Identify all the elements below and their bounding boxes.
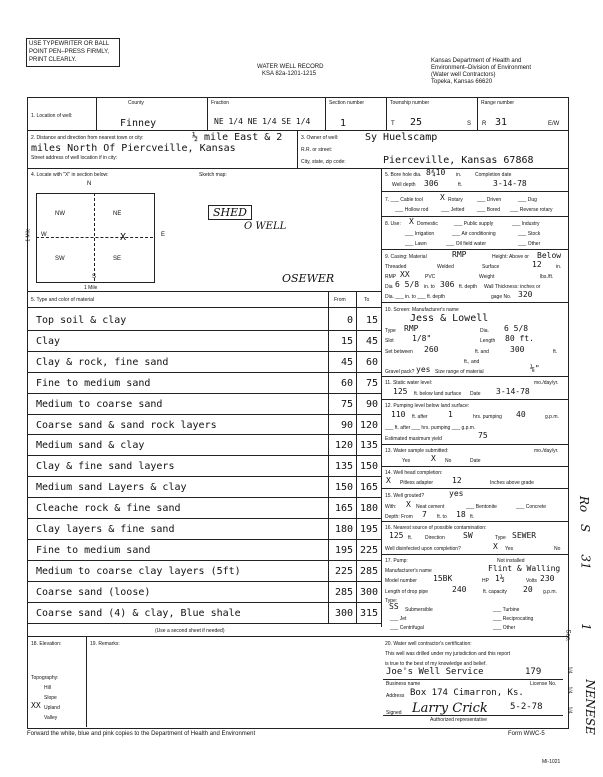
casing-gage-label: gage No. <box>491 294 512 300</box>
margin-note-5: NENESE <box>582 679 597 735</box>
pump-mfr-label: Manufacturer's name <box>385 568 432 574</box>
distance-value-1: ½ mile East & 2 <box>192 132 283 143</box>
ksa: KSA 82a-1201-1215 <box>262 71 317 77</box>
section-label: Section number <box>329 100 365 106</box>
pump-model: 15BK <box>433 574 453 583</box>
head-inches: 12 <box>452 476 462 485</box>
screen-ftand: ft., and <box>464 359 480 365</box>
material-row-to: 60 <box>365 356 378 368</box>
material-row-from: 150 <box>334 482 353 494</box>
grout-label: 15. Well grouted? <box>385 493 425 499</box>
grout-concrete: ___ Concrete <box>516 504 547 510</box>
material-row-divider <box>27 539 381 540</box>
cert-signature: Larry Crick <box>412 701 488 716</box>
completion-date: 3-14-78 <box>493 179 527 188</box>
pumping-ft1: 110 <box>391 410 406 419</box>
material-row-divider <box>27 560 381 561</box>
static-level: 125 <box>393 387 408 396</box>
material-row-name: Coarse sand (4) & clay, Blue shale <box>36 607 241 619</box>
city-value: Pierceville, Kansas 67868 <box>383 155 534 166</box>
material-row-divider <box>27 351 381 352</box>
head-pitless: Pitless adapter <box>400 480 434 486</box>
notice-line-3: PRINT CLEARLY. <box>29 57 77 63</box>
well-depth: 306 <box>424 179 439 188</box>
screen-dia: 6 5/8 <box>504 324 529 333</box>
section-x-mark: X <box>120 232 127 243</box>
topography-label: Topography: <box>31 675 59 681</box>
material-row-name: Top soil & clay <box>36 315 127 326</box>
casing-label: 9. Casing: Material <box>385 254 427 260</box>
material-row-name: Clay & rock, fine sand <box>36 356 169 368</box>
use-domestic: Domestic <box>417 221 438 227</box>
quadrant-se: SE <box>113 256 122 262</box>
material-row-name: Medium sand Layers & clay <box>36 482 187 494</box>
agency-1: Kansas Department of Health and <box>431 58 522 64</box>
authorized-label: Authorized representative <box>430 717 487 723</box>
pump-reciprocating: ___ Reciprocating <box>493 616 534 622</box>
range-value: 31 <box>495 117 508 128</box>
range-prefix: R <box>482 121 487 127</box>
head-above: Inches above grade <box>490 480 534 486</box>
township-value: 25 <box>410 117 423 128</box>
contam-direction: SW <box>463 531 473 540</box>
pump-ss: SS <box>389 602 399 611</box>
compass-e: E <box>161 232 166 238</box>
drill-label: 7. ___ Cable tool <box>385 197 423 203</box>
margin-fraction-2: 1/4 <box>566 686 573 694</box>
material-row-divider <box>27 393 381 394</box>
casing-pvc: PVC <box>425 274 436 280</box>
material-row-divider <box>27 414 381 415</box>
township-suffix: S <box>467 121 472 127</box>
drill-bored: ___ Bored <box>477 207 501 213</box>
margin-fraction-3: 1/4 <box>566 706 573 714</box>
compass-s: S <box>92 274 97 280</box>
range-suffix: E/W <box>548 121 560 127</box>
material-row-name: Cleache rock & fine sand <box>36 503 181 515</box>
material-row-from: 15 <box>340 335 353 347</box>
material-row-to: 45 <box>365 335 378 347</box>
footer-form: Form WWC-5 <box>508 731 545 737</box>
contam-type-label: Type <box>495 535 506 541</box>
grout-to-label: ft. to <box>437 514 447 520</box>
address-label: Address <box>386 693 405 699</box>
contam-label: 16. Nearest source of possible contamination: <box>385 525 487 531</box>
fraction-label: Fraction <box>211 100 230 106</box>
screen-slot: 1/8" <box>412 334 432 343</box>
footer-forward: Forward the white, blue and pink copies to the Department of Health and Environment <box>27 731 256 737</box>
material-row-to: 165 <box>359 482 378 494</box>
quadrant-nw: NW <box>55 211 65 217</box>
material-row-divider <box>27 330 381 331</box>
size-label: Size range of material <box>435 369 484 375</box>
from-label: From <box>334 297 346 303</box>
static-label: 11. Static water level: <box>385 380 433 386</box>
completion-label: Completion date <box>475 172 512 178</box>
material-row-from: 120 <box>334 440 353 452</box>
pumping-line2: ___ ft. after ___ hrs. pumping ___ g.p.m. <box>385 425 476 431</box>
material-row-from: 165 <box>334 503 353 515</box>
drill-dug: ___ Dug <box>518 197 537 203</box>
contam-type: SEWER <box>512 531 537 540</box>
margin-note-2: S <box>578 523 593 533</box>
casing-gage: 320 <box>518 290 533 299</box>
topo-upland-mark: XX <box>31 701 41 710</box>
material-row-to: 195 <box>359 524 378 535</box>
pumping-hrs1: 1 <box>448 410 453 419</box>
disinfect-label: Well disinfected upon completion? <box>385 546 461 552</box>
pump-capacity: 20 <box>523 585 533 594</box>
location-label: 1. Location of well: <box>31 113 73 119</box>
margin-fraction-1: 1/4 <box>566 666 573 674</box>
sample-unit: mo./day/yr. <box>534 448 559 454</box>
topo-hill: Hill <box>44 685 51 691</box>
pump-centrifugal: ___ Centrifugal <box>390 625 424 631</box>
head-label: 14. Well head completion: <box>385 470 443 476</box>
bore-unit: in. <box>456 172 462 178</box>
material-row-divider <box>27 602 381 603</box>
material-row-from: 135 <box>334 461 353 473</box>
drill-mark: X <box>440 193 445 202</box>
city-label: City, state, zip code: <box>301 159 346 165</box>
material-row-divider <box>27 476 381 477</box>
material-row-divider <box>27 372 381 373</box>
pump-mfr: Flint & Walling <box>488 564 561 573</box>
grout-ft: ft. <box>470 514 475 520</box>
use-other: ___ Other <box>518 241 541 247</box>
material-row-from: 225 <box>334 565 353 577</box>
use-industry: ___ Industry <box>512 221 540 227</box>
material-row-to: 90 <box>365 398 378 410</box>
casing-dia2: Dia. ___ in. to ___ ft. depth <box>385 294 446 300</box>
disinfect-yes: Yes <box>505 546 514 552</box>
static-unit: mo./day/yr. <box>534 380 559 386</box>
material-row-divider <box>27 455 381 456</box>
use-mark: X <box>409 217 414 226</box>
material-row-to: 120 <box>359 419 378 431</box>
casing-height-mark: Below <box>537 251 562 260</box>
drill-jetted: ___ Jetted <box>441 207 465 213</box>
material-row-divider <box>27 518 381 519</box>
screen-set-to: 300 <box>510 345 525 354</box>
use-stock: ___ Stock <box>518 231 541 237</box>
grout-depth-label: Depth: From <box>385 514 413 520</box>
pump-model-label: Model number <box>385 578 417 584</box>
material-row-name: Coarse sand & sand rock layers <box>36 419 217 431</box>
contam-direction-label: Direction <box>425 535 445 541</box>
screen-set-label: Set between <box>385 349 413 355</box>
casing-wall: Wall Thickness: inches or <box>484 284 541 290</box>
material-row-name: Medium to coarse sand <box>36 398 163 410</box>
county-value: Finney <box>120 118 157 129</box>
footer-code: MI-1021 <box>542 759 561 765</box>
well-depth-label: Well depth <box>392 182 416 188</box>
pump-not-installed: Not installed <box>497 558 525 564</box>
compass-w: W <box>41 232 47 238</box>
cert-address: Box 174 Cimarron, Ks. <box>410 688 524 698</box>
screen-set-from: 260 <box>424 345 439 354</box>
material-row-to: 315 <box>359 607 378 619</box>
casing-dia-label: Dia <box>385 284 393 290</box>
sketch-shed: SHED <box>208 205 252 220</box>
casing-threaded: Threaded <box>385 264 407 270</box>
casing-material: RMP <box>452 250 467 259</box>
casing-rmp-mark: XX <box>400 270 410 279</box>
material-row-name: Clay <box>36 335 61 347</box>
material-row-from: 90 <box>340 419 353 431</box>
screen-set-and: ft. and <box>475 349 489 355</box>
material-row-divider <box>27 434 381 435</box>
cert-line-2: is true to the best of my knowledge and belief. <box>385 661 487 667</box>
pump-hp: 1½ <box>495 574 505 583</box>
material-row-name: Medium sand & clay <box>36 440 145 452</box>
material-row-name: Clay & fine sand layers <box>36 461 175 473</box>
section-value: 1 <box>340 118 347 129</box>
use-air: ___ Air conditioning <box>452 231 496 237</box>
screen-set-ft: ft. <box>553 349 558 355</box>
screen-type-label: Type <box>385 328 396 334</box>
max-yield-label: Estimated maximum yield <box>385 436 442 442</box>
use-label: 8. Use: <box>385 221 401 227</box>
material-label: 5. Type and color of material <box>31 297 94 303</box>
material-row-to: 135 <box>359 440 378 452</box>
grout-to: 18 <box>456 510 466 519</box>
bore-dia: 8¾10 <box>426 168 446 177</box>
material-row-from: 180 <box>334 524 353 535</box>
township-label: Township number <box>390 100 430 106</box>
notice-line-2: POINT PEN–PRESS FIRMLY, <box>29 49 110 55</box>
material-row-name: Clay layers & fine sand <box>36 524 175 535</box>
gravel-label: Gravel pack? <box>385 369 415 375</box>
material-row-from: 60 <box>340 377 353 389</box>
pump-hp-label: HP <box>482 578 489 584</box>
screen-length: 80 ft. <box>505 334 534 343</box>
grout-mark: X <box>406 500 411 509</box>
pumping-gpm: g.p.m. <box>545 414 559 420</box>
grout-value: yes <box>449 489 464 498</box>
sample-date-label: Date <box>470 458 481 464</box>
contam-ft-label: ft. <box>408 535 413 541</box>
casing-surface-val: 12 <box>532 260 542 269</box>
casing-in: in. <box>556 264 562 270</box>
casing-depth: ft. depth <box>459 284 478 290</box>
license-label: License No. <box>530 681 557 687</box>
grout-with: With: <box>385 504 397 510</box>
screen-manufacturer: Jess & Lowell <box>410 313 489 324</box>
compass-n: N <box>87 181 92 187</box>
material-row-from: 300 <box>334 607 353 619</box>
sample-mark: X <box>431 454 436 463</box>
agency-4: Topeka, Kansas 66620 <box>431 79 493 85</box>
rr-label: R.R. or street: <box>301 147 333 153</box>
screen-dia-label: Dia. <box>480 328 489 334</box>
form-title: WATER WELL RECORD <box>257 64 324 70</box>
street-label: Street address of well location if in city: <box>31 155 118 161</box>
pump-length: 240 <box>452 585 467 594</box>
screen-type: RMP <box>404 324 419 333</box>
material-row-divider <box>27 497 381 498</box>
screen-length-label: Length <box>480 338 496 344</box>
topo-slope: Slope <box>44 695 57 701</box>
pumping-gpm1: 40 <box>516 410 526 419</box>
owner-label: 3. Owner of well: <box>301 135 339 141</box>
fraction-value: NE 1/4 NE 1/4 SE 1/4 <box>214 117 311 126</box>
screen-label: 10. Screen: Manufacturer's name <box>385 307 459 313</box>
head-mark: X <box>386 476 391 485</box>
quadrant-ne: NE <box>113 211 122 217</box>
max-yield: 75 <box>478 431 488 440</box>
range-label: Range number <box>481 100 515 106</box>
mile-bottom: 1 Mile <box>84 285 98 291</box>
second-sheet-note: (Use a second sheet if needed) <box>155 628 225 634</box>
disinfect-mark: X <box>493 542 498 551</box>
use-irrigation: ___ Irrigation <box>405 231 435 237</box>
sample-no: No <box>445 458 452 464</box>
material-row-from: 195 <box>334 544 353 556</box>
notice-line-1: USE TYPEWRITER OR BALL <box>29 41 110 47</box>
quadrant-sw: SW <box>55 256 65 262</box>
pump-gpm: g.p.m. <box>543 589 557 595</box>
material-row-from: 0 <box>346 315 353 326</box>
material-row-to: 285 <box>359 565 378 577</box>
size-value: ⅛" <box>530 364 540 373</box>
material-row-divider <box>27 581 381 582</box>
pumping-after: ft. after <box>412 414 428 420</box>
distance-value-2: miles North Of Piercveille, Kansas <box>31 143 236 154</box>
drill-driven: ___ Driven <box>477 197 502 203</box>
cert-license: 179 <box>525 667 542 677</box>
use-lawn: ___ Lawn <box>405 241 427 247</box>
pump-jet: ___ Jet <box>390 616 407 622</box>
well-depth-unit: ft. <box>458 182 463 188</box>
casing-dia: 6 5/8 <box>395 280 420 289</box>
drill-reverse: ___ Reverse rotary <box>510 207 553 213</box>
sample-label: 13. Water sample submitted: <box>385 448 449 454</box>
use-oil: ___ Oil field water <box>446 241 487 247</box>
disinfect-no: No <box>554 546 561 552</box>
grout-neat: Neat cement <box>416 504 445 510</box>
mile-side: 1 Mile <box>25 228 32 242</box>
remarks-label: 19. Remarks: <box>90 641 120 647</box>
casing-weight: Weight <box>479 274 495 280</box>
sample-yes: Yes <box>402 458 411 464</box>
pump-volts-label: Volts <box>526 578 537 584</box>
material-row-from: 285 <box>334 586 353 598</box>
drill-rotary: Rotary <box>448 197 463 203</box>
township-prefix: T <box>391 121 395 127</box>
margin-note-1: Ro <box>577 495 592 513</box>
material-row-to: 300 <box>359 586 378 598</box>
casing-to-val: 306 <box>440 280 455 289</box>
sketch-label: Sketch map: <box>199 172 227 178</box>
locate-label: 4. Locate with "X" in section below: <box>31 172 109 178</box>
grout-from: 7 <box>422 510 427 519</box>
pumping-hrs-pumping: hrs. pumping <box>473 414 502 420</box>
pump-label: 17. Pump: <box>385 558 408 564</box>
material-row-name: Fine to medium sand <box>36 544 151 556</box>
gravel-value: yes <box>416 365 431 374</box>
material-row-to: 225 <box>359 544 378 556</box>
pump-volts: 230 <box>540 574 555 583</box>
pump-submersible: Submersible <box>405 607 433 613</box>
signed-label: Signed <box>386 710 402 716</box>
cert-date: 5-2-78 <box>510 702 543 712</box>
agency-2: Environment–Division of Environment <box>431 65 532 71</box>
margin-sec: Sec. <box>564 629 571 642</box>
bore-label: 5. Bore hole dia. <box>385 172 422 178</box>
material-row-name: Coarse sand (loose) <box>36 586 151 598</box>
margin-note-3: 31 <box>578 554 593 570</box>
agency-3: (Water well Contractors) <box>431 72 496 78</box>
margin-note-4: 1 <box>578 623 593 631</box>
casing-to: in. to <box>424 284 435 290</box>
pump-turbine: ___ Turbine <box>493 607 520 613</box>
material-row-from: 45 <box>340 356 353 368</box>
static-below: ft. below land surface <box>414 391 462 397</box>
screen-slot-label: Slot <box>385 338 394 344</box>
casing-surface: Surface <box>482 264 500 270</box>
material-row-name: Medium to coarse clay layers (5ft) <box>36 565 241 577</box>
casing-welded: Welded <box>437 264 454 270</box>
material-row-to: 75 <box>365 377 378 389</box>
sketch-sewer: OSEWER <box>282 272 335 285</box>
pump-type-label: Type: <box>385 598 398 604</box>
material-row-to: 150 <box>359 461 378 473</box>
drill-hollow: ___ Hollow rod <box>395 207 429 213</box>
county-label: County <box>128 100 144 106</box>
static-date: 3-14-78 <box>496 387 530 396</box>
casing-rmp: RMP <box>385 274 397 280</box>
business-label: Business name <box>386 681 421 687</box>
cert-label: 20. Water well contractor's certification: <box>385 641 472 647</box>
material-row-to: 15 <box>365 315 378 326</box>
pump-other: ___ Other <box>493 625 516 631</box>
casing-lbsft: lbs./ft. <box>540 274 554 280</box>
cert-line-1: This well was drilled under my jurisdiction and this report <box>385 651 511 657</box>
pump-length-label: Length of drop pipe <box>385 589 429 595</box>
use-public: ___ Public supply <box>454 221 494 227</box>
pumping-label: 12. Pumping level below land surface: <box>385 403 470 409</box>
sketch-well: O WELL <box>244 221 287 232</box>
static-date-label: Date <box>470 391 481 397</box>
pump-capacity-label: ft. capacity <box>483 589 507 595</box>
owner-value: Sy Huelscamp <box>365 132 438 143</box>
contam-ft: 125 <box>389 531 404 540</box>
grout-bentonite: ___ Bentonite <box>466 504 497 510</box>
section-grid <box>36 193 155 283</box>
material-row-name: Fine to medium sand <box>36 377 151 389</box>
cert-business: Joe's Well Service <box>386 667 484 677</box>
topo-valley: Valley <box>44 715 58 721</box>
topo-upland: Upland <box>44 705 60 711</box>
distance-label: 2. Distance and direction from nearest town or city: <box>31 135 144 141</box>
material-row-to: 180 <box>359 503 378 515</box>
casing-height-label: Height: Above or <box>492 254 529 260</box>
elevation-label: 18. Elevation: <box>31 641 62 647</box>
to-label: To <box>364 297 370 303</box>
material-row-from: 75 <box>340 398 353 410</box>
